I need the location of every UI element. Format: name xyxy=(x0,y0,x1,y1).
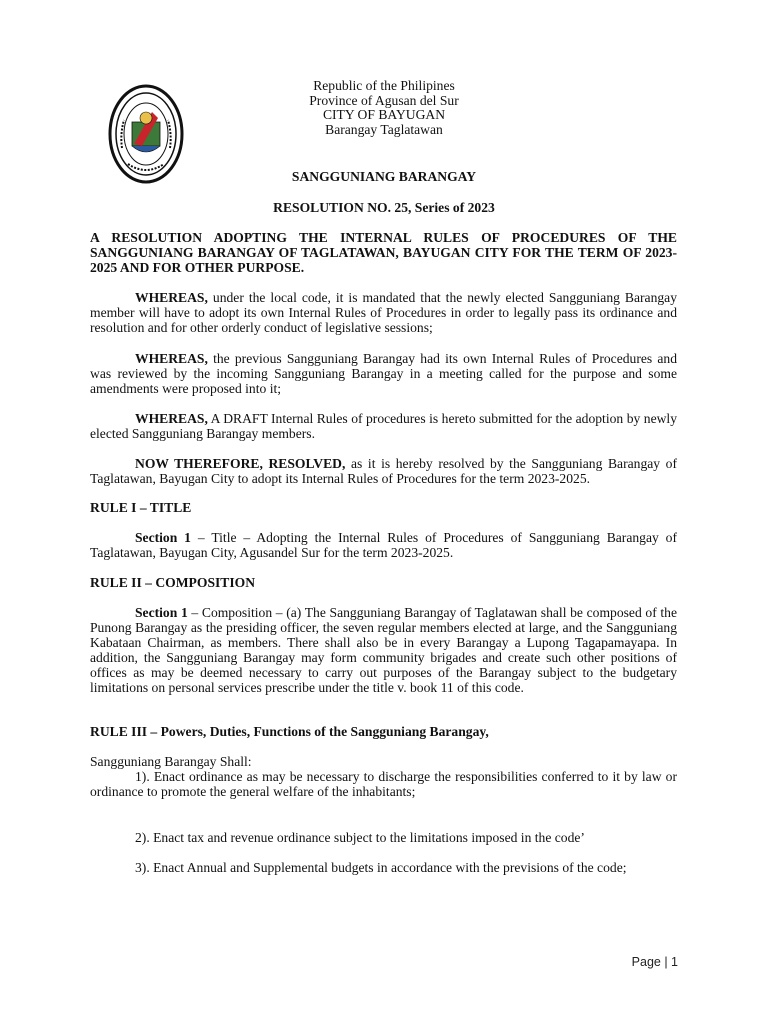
rule-3-heading: RULE III – Powers, Duties, Functions of the Sangguniang Barangay, xyxy=(90,724,489,740)
resolution-title: A RESOLUTION ADOPTING THE INTERNAL RULES OF PROCEDURES OF THE SANGGUNIANG BARANGAY OF TAGLATAWAN, BAYUGAN CITY FOR THE TERM OF 2023-2025 AND FOR OTHER PURPOSE. xyxy=(90,230,677,276)
whereas-paragraph-1 xyxy=(90,290,677,335)
whereas-text: the previous Sangguniang Barangay had its own Internal Rules of Procedures and was reviewed by the incoming Sangguniang Barangay in a meeting called for the purpose and some amendments were proposed into it; xyxy=(90,350,677,396)
section-lead: Section 1 xyxy=(135,604,188,620)
resolved-text: as it is hereby resolved by the Sangguniang Barangay of Taglatawan, Bayugan City to adopt its Internal Rules of Procedures for the term 2023-2025. xyxy=(90,456,677,487)
rule-2-heading: RULE II – COMPOSITION xyxy=(90,574,256,590)
letterhead-barangay: Barangay Taglatawan xyxy=(325,121,443,137)
section-lead: Section 1 xyxy=(135,530,191,546)
letterhead-republic: Republic of the Philipines xyxy=(313,78,455,93)
section-text: – Composition – (a) The Sangguniang Barangay of Taglatawan shall be composed of the Punong Barangay as the presiding officer, the seven regular members elected at large, and the Sangguniang Kabataan Chairman, as members. There shall also be in every Barangay a Lupong Tagapamayapa. In addition, the Sangguniang Barangay may form community brigades and create such other positions of offices as may be deemed necessary to carry out purposes of the Barangay subject to the budgetary limitations on personal services prescribe under the title v. book 11 of this code. xyxy=(90,604,677,696)
rule-1-heading: RULE I – TITLE xyxy=(90,500,192,516)
letterhead-city: CITY OF BAYUGAN xyxy=(322,107,446,123)
council-name: SANGGUNIANG BARANGAY xyxy=(291,169,477,184)
rule-2-section-1 xyxy=(90,605,677,696)
rule-3-item-2: 2). Enact tax and revenue ordinance subject to the limitations imposed in the code’ xyxy=(135,829,585,845)
resolved-paragraph xyxy=(90,456,677,486)
rule-3-item-1: 1). Enact ordinance as may be necessary to discharge the responsibilities conferred to it by law or ordinance to promote the general welfare of the inhabitants; xyxy=(90,769,677,800)
rule-3-intro: Sangguniang Barangay Shall: xyxy=(90,754,252,770)
whereas-lead: WHEREAS, xyxy=(135,350,208,366)
section-text: – Title – Adopting the Internal Rules of Procedures of Sangguniang Barangay of Taglatawan, Bayugan City, Agusandel Sur for the term 2023-2025. xyxy=(90,530,677,561)
letterhead-province: Province of Agusan del Sur xyxy=(309,92,459,108)
rule-1-section-1 xyxy=(90,530,677,560)
resolved-lead: NOW THEREFORE, RESOLVED, xyxy=(135,456,346,472)
letterhead xyxy=(184,79,584,137)
whereas-paragraph-2 xyxy=(90,351,677,396)
whereas-lead: WHEREAS, xyxy=(135,290,208,306)
whereas-paragraph-3 xyxy=(90,411,677,441)
whereas-text: under the local code, it is mandated that the newly elected Sangguniang Barangay member will have to adopt its own Internal Rules of Procedures in order to legally pass its ordinance and resolution and for other orderly conduct of legislative sessions; xyxy=(90,290,677,336)
page-number: Page | 1 xyxy=(631,955,678,969)
resolution-number: RESOLUTION NO. 25, Series of 2023 xyxy=(273,200,495,215)
rule-3-item-3: 3). Enact Annual and Supplemental budgets in accordance with the previsions of the code; xyxy=(135,859,627,875)
whereas-text: A DRAFT Internal Rules of procedures is hereto submitted for the adoption by newly elected Sangguniang Barangay members. xyxy=(90,410,677,441)
whereas-lead: WHEREAS, xyxy=(135,410,208,426)
document-body xyxy=(90,230,677,875)
